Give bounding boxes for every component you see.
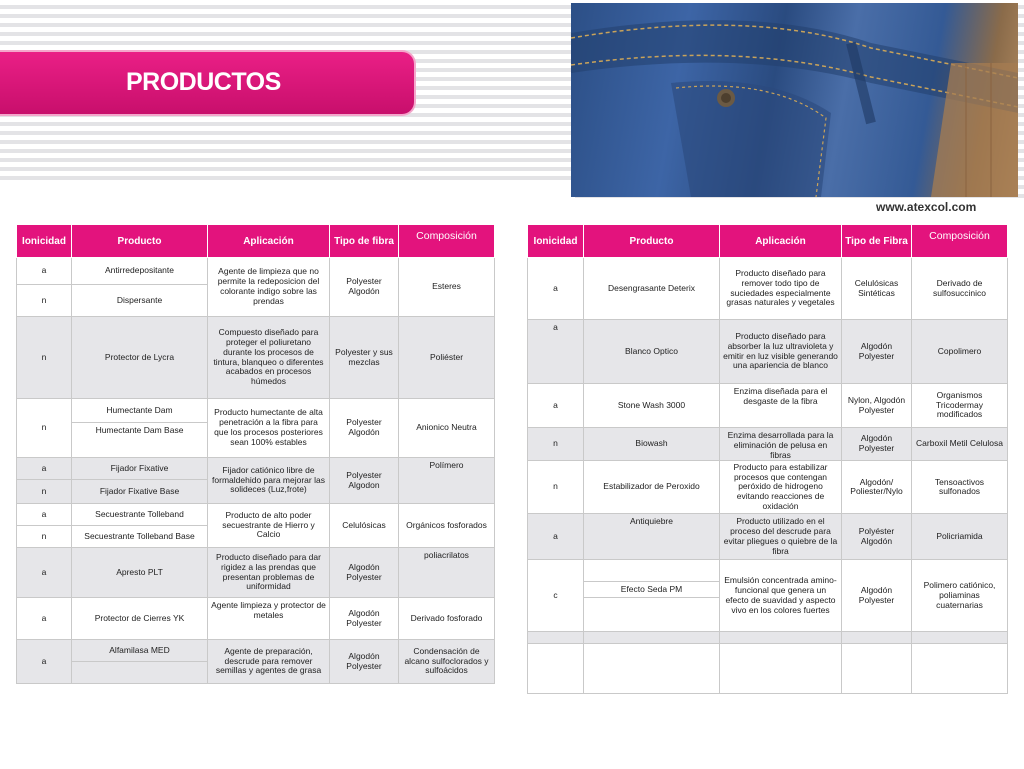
table-row [528,560,1008,582]
cell-tipo-fibra: Celulósicas Sintéticas [842,258,912,320]
cell-composicion: Copolimero [912,320,1008,384]
cell-ionicidad: c [528,560,584,632]
cell-producto: Fijador Fixative Base [72,480,208,504]
cell-ionicidad: a [17,548,72,598]
cell-tipo-fibra: Polyester Algodón [330,399,399,458]
cell-tipo-fibra: Algodón Polyester [842,560,912,632]
cell-producto: Antiquiebre [584,514,720,560]
cell-aplicacion: Emulsión concentrada amino-funcional que genera un efecto de suavidad y aspecto vivo en los colores fuertes [720,560,842,632]
cell-composicion: Derivado fosforado [399,598,495,640]
products-table-left [16,224,495,684]
table-row [528,428,1008,461]
cell-producto: Estabilizador de Peroxido [584,461,720,514]
cell-producto: Alfamilasa MED [72,640,208,662]
cell-aplicacion: Compuesto diseñado para proteger el poliuretano durante los procesos de tintura, blanqueo o diferentes acabados en procesos húmedos [208,317,330,399]
cell-producto-empty [584,598,720,632]
cell-tipo-fibra: Polyester y sus mezclas [330,317,399,399]
cell-ionicidad: a [17,598,72,640]
cell-producto: Fijador Fixative [72,458,208,480]
cell-ionicidad: a [17,458,72,480]
jeans-photo [571,3,1018,197]
cell-ionicidad: n [17,526,72,548]
cell-aplicacion: Fijador catiónico libre de formaldehido para mejorar las solideces (Luz,frote) [208,458,330,504]
cell-producto: Protector de Lycra [72,317,208,399]
website-url: www.atexcol.com [876,200,977,214]
cell-aplicacion: Producto de alto poder secuestrante de Hierro y Calcio [208,504,330,548]
cell-tipo-fibra: Algodón/ Poliester/Nylo [842,461,912,514]
cell-producto: Secuestrante Tolleband [72,504,208,526]
cell-producto: Blanco Optico [584,320,720,384]
cell-ionicidad: a [528,320,584,384]
cell-aplicacion: Producto utilizado en el proceso del descrude para evitar pliegues o quiebre de la fibra [720,514,842,560]
cell-tipo-fibra: Algodón Polyester [330,640,399,684]
cell-producto: Protector de Cierres YK [72,598,208,640]
cell-tipo-fibra: Polyéster Algodón [842,514,912,560]
table-row [528,461,1008,514]
cell-producto: Stone Wash 3000 [584,384,720,428]
header-producto: Producto [72,225,208,258]
cell-producto: Desengrasante Deterix [584,258,720,320]
cell-tipo-fibra: Polyester Algodon [330,458,399,504]
cell-ionicidad: n [17,285,72,317]
table-row [17,504,495,526]
header-aplicacion: Aplicación [208,225,330,258]
cell-composicion: Condensación de alcano sulfoclorados y sulfoácidos [399,640,495,684]
cell-aplicacion: Producto diseñado para dar rigidez a las prendas que presentan problemas de uniformidad [208,548,330,598]
cell-producto: Dispersante [72,285,208,317]
cell-ionicidad: a [528,384,584,428]
cell-ionicidad: a [17,504,72,526]
cell-composicion: Policriamida [912,514,1008,560]
cell-producto: Antirredepositante [72,258,208,285]
cell-composicion: Polimero catiónico, poliaminas cuaternarias [912,560,1008,632]
table-row [17,258,495,285]
table-row-empty [528,644,1008,694]
cell-producto: Humectante Dam [72,399,208,423]
cell-composicion: Derivado de sulfosuccinico [912,258,1008,320]
cell-ionicidad: n [17,480,72,504]
products-table-right [527,224,1008,694]
header-ionicidad: Ionicidad [528,225,584,258]
page-title: PRODUCTOS [126,68,281,96]
cell-composicion: Orgánicos fosforados [399,504,495,548]
cell-ionicidad: n [528,461,584,514]
cell-composicion: Organismos Tricodermay modificados [912,384,1008,428]
cell-tipo-fibra: Algodón Polyester [842,428,912,461]
cell-ionicidad: n [528,428,584,461]
title-banner [0,50,416,116]
table-row-empty [528,632,1008,644]
cell-composicion: Tensoactivos sulfonados [912,461,1008,514]
jeans-illustration [571,3,1018,197]
table-row [17,317,495,399]
header-tipo-fibra: Tipo de Fibra [842,225,912,258]
table-row [17,640,495,662]
cell-producto: Efecto Seda PM [584,582,720,598]
cell-ionicidad: a [17,258,72,285]
cell-ionicidad: n [17,399,72,458]
cell-tipo-fibra: Algodón Polyester [330,548,399,598]
cell-composicion: Carboxil Metil Celulosa [912,428,1008,461]
cell-ionicidad: a [528,258,584,320]
cell-aplicacion: Agente de limpieza que no permite la redeposicion del colorante indigo sobre las prendas [208,258,330,317]
cell-tipo-fibra: Celulósicas [330,504,399,548]
cell-composicion: Poliéster [399,317,495,399]
cell-producto: Apresto PLT [72,548,208,598]
table-row [528,258,1008,320]
table-row [17,548,495,598]
cell-tipo-fibra: Algodón Polyester [330,598,399,640]
cell-aplicacion: Producto diseñado para remover todo tipo de suciedades especialmente grasas naturales y vegetales [720,258,842,320]
cell-aplicacion: Producto para estabilizar procesos que contengan peróxido de hidrogeno evitando reacciones de oxidación [720,461,842,514]
cell-ionicidad: a [17,640,72,684]
header-tipo-fibra: Tipo de fibra [330,225,399,258]
table-row [528,384,1008,428]
table-row [528,320,1008,384]
cell-ionicidad: n [17,317,72,399]
cell-tipo-fibra: Algodón Polyester [842,320,912,384]
cell-tipo-fibra: Polyester Algodón [330,258,399,317]
cell-composicion: poliacrilatos [399,548,495,598]
cell-producto: Biowash [584,428,720,461]
header-composicion: Composición [912,225,1008,258]
header-aplicacion: Aplicación [720,225,842,258]
cell-composicion: Polímero [399,458,495,504]
cell-composicion: Esteres [399,258,495,317]
cell-producto: Secuestrante Tolleband Base [72,526,208,548]
header-composicion: Composición [399,225,495,258]
cell-tipo-fibra: Nylon, Algodón Polyester [842,384,912,428]
cell-composicion: Anionico Neutra [399,399,495,458]
cell-aplicacion: Producto diseñado para absorber la luz ultravioleta y emitir en luz visible generando una apariencia de blanco [720,320,842,384]
table-row [17,458,495,480]
cell-aplicacion: Producto humectante de alta penetración a la fibra para que los procesos posteriores sean 100% estables [208,399,330,458]
cell-producto: Humectante Dam Base [72,423,208,458]
header-producto: Producto [584,225,720,258]
cell-producto-empty [72,662,208,684]
cell-aplicacion: Enzima diseñada para el desgaste de la fibra [720,384,842,428]
cell-aplicacion: Enzima desarrollada para la eliminación de pelusa en fibras [720,428,842,461]
cell-ionicidad: a [528,514,584,560]
table-row [17,598,495,640]
table-row [17,399,495,423]
table-row [528,514,1008,560]
cell-aplicacion: Agente limpieza y protector de metales [208,598,330,640]
cell-producto-empty [584,560,720,582]
cell-aplicacion: Agente de preparación, descrude para remover semillas y agentes de grasa [208,640,330,684]
header-ionicidad: Ionicidad [17,225,72,258]
